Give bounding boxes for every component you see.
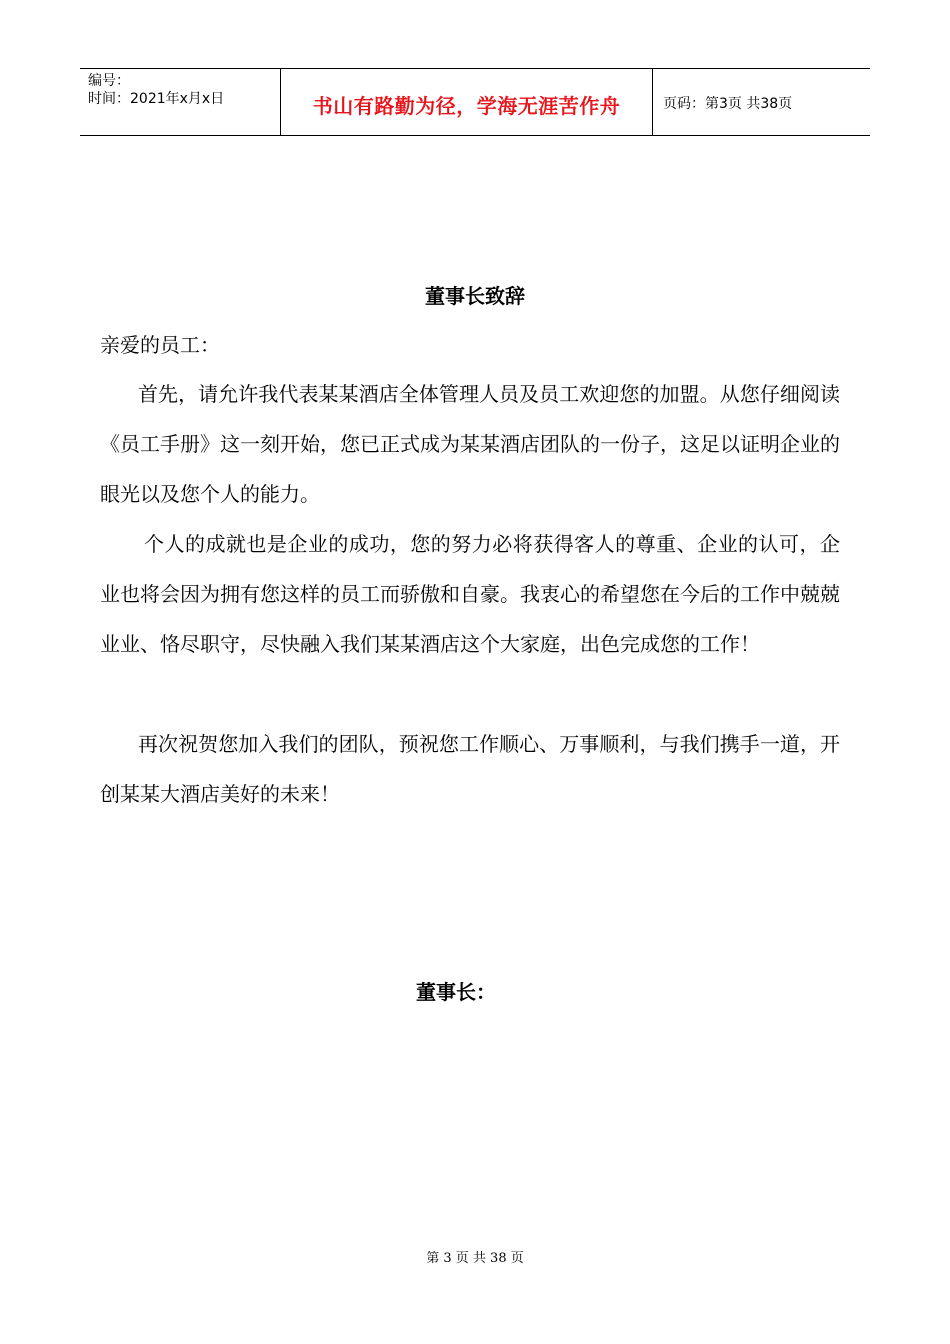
- page-header: [80, 68, 870, 136]
- header-meta: [80, 69, 281, 135]
- paragraph-text: 个人的成就也是企业的成功，您的努力必将获得客人的尊重、企业的认可，企业也将会因为拥有您这样的员工而骄傲和自豪。我衷心的希望您在今后的工作中兢兢业业、恪尽职守，尽快融入我们某某酒店这个大家庭，出色完成您的工作！: [100, 532, 840, 656]
- header-motto: 书山有路勤为径，学海无涯苦作舟: [281, 69, 653, 135]
- paragraph-text: 再次祝贺您加入我们的团队，预祝您工作顺心、万事顺利，与我们携手一道，开创某某大酒店美好的未来！: [100, 732, 840, 806]
- document-title: 董事长致辞: [425, 284, 525, 308]
- signature: 董事长：: [416, 980, 496, 1004]
- date-label: 时间：2021年x月x日: [88, 91, 225, 107]
- number-label: 编号：: [88, 73, 130, 89]
- paragraph-text: 首先，请允许我代表某某酒店全体管理人员及员工欢迎您的加盟。从您仔细阅读《员工手册》这一刻开始，您已正式成为某某酒店团队的一份子，这足以证明企业的眼光以及您个人的能力。: [100, 382, 840, 506]
- paragraph-1: [100, 369, 840, 519]
- salutation-text: 亲爱的员工：: [100, 333, 220, 357]
- page-footer: 第 3 页 共 38 页: [426, 1251, 524, 1266]
- paragraph-3: [100, 719, 840, 819]
- header-page-info: 页码：第3页 共38页: [663, 96, 793, 112]
- paragraph-2: [100, 519, 840, 669]
- salutation: [100, 320, 840, 370]
